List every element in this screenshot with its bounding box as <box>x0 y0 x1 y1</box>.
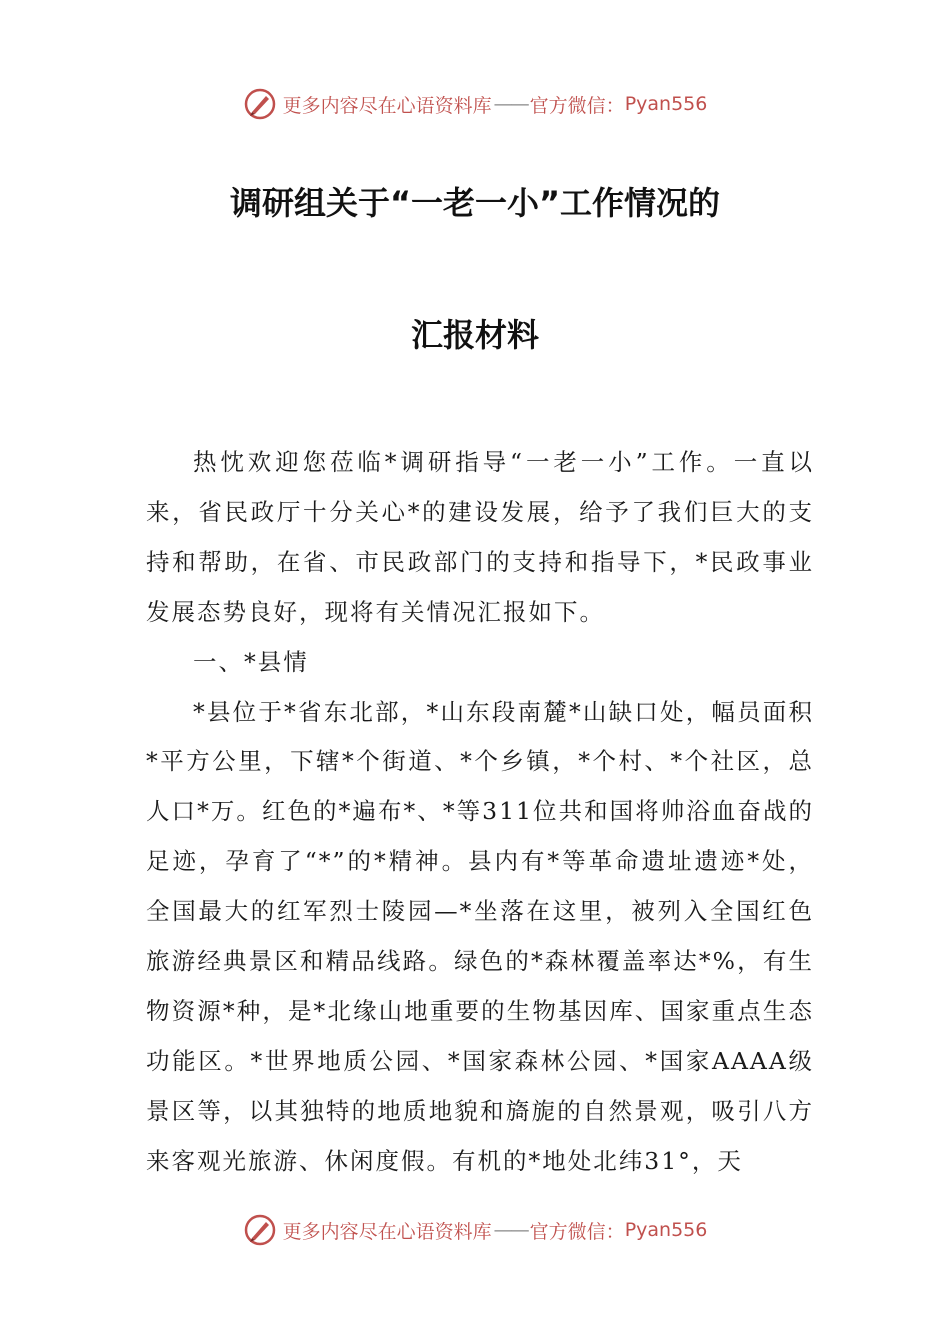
watermark-banner-top <box>0 84 950 124</box>
pen-logo-icon <box>243 87 277 121</box>
document-title-line1: 调研组关于“一老一小”工作情况的 <box>229 184 721 222</box>
watermark-wechat-label: 官方微信： <box>529 94 625 117</box>
watermark-banner-bottom <box>0 1210 950 1250</box>
watermark-separator: —— <box>493 93 528 115</box>
document-body <box>146 438 814 1187</box>
paragraph-county-info: *县位于*省东北部，*山东段南麓*山缺口处，幅员面积*平方公里，下辖*个街道、*个乡镇，*个村、*个社区，总人口*万。红色的*遍布*、*等311位共和国将帅浴血奋战的足迹，孕育了“*”的*精神。县内有*等革命遗址遗迹*处，全国最大的红军烈士陵园—*坐落在这里，被列入全国红色旅游经典景区和精品线路。绿色的*森林覆盖率达*%，有生物资源*种，是*北缘山地重要的生物基因库、国家重点生态功能区。*世界地质公园、*国家森林公园、*国家AAAA级景区等，以其独特的地质地貌和旖旎的自然景观，吸引八方来客观光旅游、休闲度假。有机的*地处北纬31°，天 <box>146 697 814 1175</box>
paragraph-intro: 热忱欢迎您莅临*调研指导“一老一小”工作。一直以来，省民政厅十分关心*的建设发展，给予了我们巨大的支持和帮助，在省、市民政部门的支持和指导下，*民政事业发展态势良好，现将有关情况汇报如下。 <box>146 448 814 626</box>
watermark-separator: —— <box>493 1219 528 1241</box>
pen-logo-icon <box>243 1213 277 1247</box>
watermark-prefix: 更多内容尽在心语资料库 <box>282 1220 492 1243</box>
document-title-line2: 汇报材料 <box>410 316 539 354</box>
watermark-wechat-id: Pyan556 <box>624 93 708 115</box>
watermark-wechat-label: 官方微信： <box>529 1220 625 1243</box>
section-heading: 一、*县情 <box>193 647 309 676</box>
watermark-prefix: 更多内容尽在心语资料库 <box>282 94 492 117</box>
watermark-wechat-id: Pyan556 <box>624 1219 708 1241</box>
